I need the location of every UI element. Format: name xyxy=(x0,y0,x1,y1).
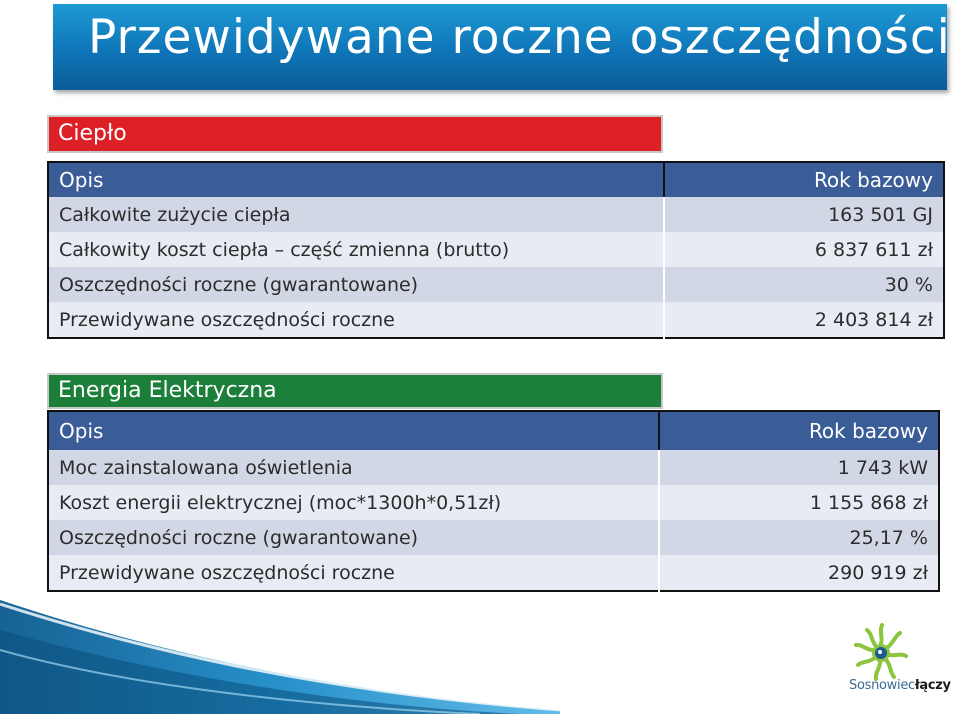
decorative-swoosh xyxy=(0,580,959,714)
table-row xyxy=(48,485,939,520)
row-desc: Oszczędności roczne (gwarantowane) xyxy=(48,267,664,302)
row-desc: Oszczędności roczne (gwarantowane) xyxy=(48,520,659,555)
row-desc: Przewidywane oszczędności roczne xyxy=(48,302,664,338)
table-row xyxy=(48,520,939,555)
row-value: 25,17 % xyxy=(659,520,939,555)
electricity-section-label: Energia Elektryczna xyxy=(47,373,663,409)
row-value: 1 155 868 zł xyxy=(659,485,939,520)
row-value: 290 919 zł xyxy=(659,555,939,591)
logo-text-prefix: Sosnowiec xyxy=(849,678,915,693)
table-row xyxy=(48,267,944,302)
row-value: 2 403 814 zł xyxy=(664,302,944,338)
sosnowiec-logo-icon xyxy=(848,622,954,712)
electricity-table xyxy=(47,410,940,592)
row-desc: Przewidywane oszczędności roczne xyxy=(48,555,659,591)
header-desc: Opis xyxy=(48,162,664,197)
row-value: 1 743 kW xyxy=(659,450,939,485)
heat-table xyxy=(47,161,945,339)
header-desc: Opis xyxy=(48,411,659,450)
header-value: Rok bazowy xyxy=(664,162,944,197)
heat-section-label: Ciepło xyxy=(47,115,663,153)
logo-text xyxy=(849,678,951,693)
row-desc: Koszt energii elektrycznej (moc*1300h*0,51zł) xyxy=(48,485,659,520)
table-row xyxy=(48,302,944,338)
row-desc: Całkowite zużycie ciepła xyxy=(48,197,664,232)
row-desc: Moc zainstalowana oświetlenia xyxy=(48,450,659,485)
row-value: 30 % xyxy=(664,267,944,302)
row-desc: Całkowity koszt ciepła – część zmienna (brutto) xyxy=(48,232,664,267)
table-row xyxy=(48,450,939,485)
table-row xyxy=(48,197,944,232)
table-header-row xyxy=(48,411,939,450)
table-header-row xyxy=(48,162,944,197)
page-title: Przewidywane roczne oszczędności xyxy=(88,10,951,65)
row-value: 6 837 611 zł xyxy=(664,232,944,267)
table-row xyxy=(48,232,944,267)
header-value: Rok bazowy xyxy=(659,411,939,450)
logo-text-suffix: łączy xyxy=(914,678,951,693)
row-value: 163 501 GJ xyxy=(664,197,944,232)
